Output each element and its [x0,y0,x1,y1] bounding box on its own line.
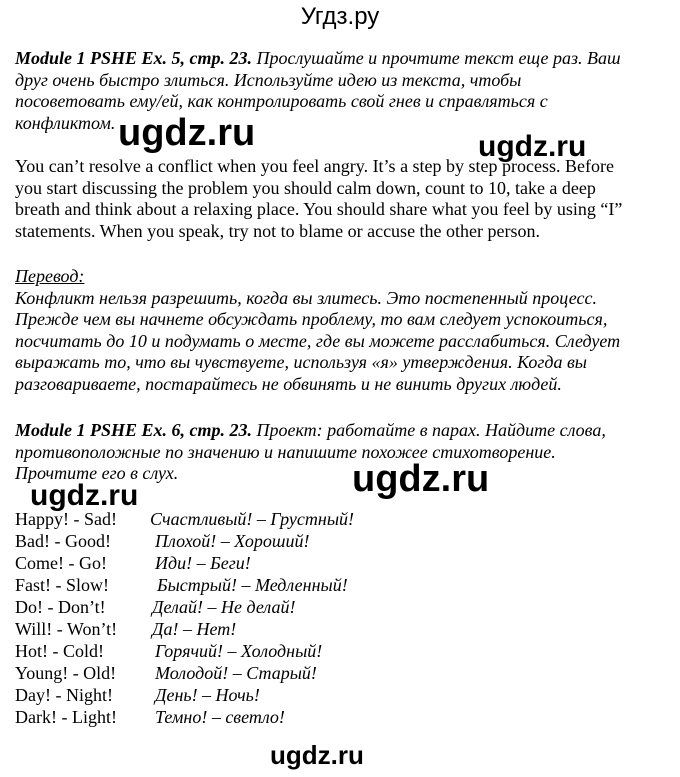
ex6-task-line: Проект: работайте в парах. Найдите слова, [252,420,606,440]
ex5-text-line: You can’t resolve a conflict when you feel angry. It’s a step by step process. Before [15,156,615,176]
pair-en: Do! - Don’t! [15,597,106,617]
pair-en: Hot! - Cold! [15,641,104,661]
ex5-task-line: конфликтом. [15,112,116,133]
pair-ru: Горячий! – Холодный! [155,641,323,661]
pair-en: Day! - Night! [15,685,113,705]
ex5-task-line: Прослушайте и прочтите текст еще раз. Ваш [252,48,621,68]
pair-ru: Быстрый! – Медленный! [157,575,348,595]
ex6-task [15,420,670,485]
pair-en: Bad! - Good! [15,531,111,551]
pair-en: Dark! - Light! [15,707,117,727]
watermark: ugdz.ru [352,458,490,500]
ex5-task-line: друг очень быстро злиться. Используйте идею из текста, чтобы [15,69,522,90]
translation-line: Конфликт нельзя разрешить, когда вы злитесь. Это постепенный процесс. [15,287,597,308]
pair-en: Fast! - Slow! [15,575,109,595]
ex5-text-line: you start discussing the problem you should calm down, count to 10, take a deep [15,177,596,198]
ex5-task [15,48,670,134]
ex5-text-line: breath and think about a relaxing place. You should share what you feel by using “I” [15,199,623,219]
pair-ru: Да! – Нет! [152,619,237,639]
watermark: ugdz.ru [478,130,587,163]
watermark: ugdz.ru [30,479,139,512]
pair-ru: День! – Ночь! [155,685,260,705]
pair-en: Come! - Go! [15,553,107,573]
pair-ru: Темно! – светло! [155,707,285,727]
pair-ru: Молодой! – Старый! [155,663,317,683]
translation [15,266,670,395]
ex5-heading: Module 1 PSHE Ex. 5, стр. 23. [15,48,253,68]
translation-line: Прежде чем вы начнете обсуждать проблему, то вам следует успокоиться, [15,309,608,329]
translation-label: Перевод: [15,266,85,286]
translation-line: выражать то, что вы чувствуете, используя «я» утверждения. Когда вы [15,352,588,372]
pair-en: Happy! - Sad! [15,509,117,529]
site-header: Угдз.ру [300,3,380,30]
pair-ru: Плохой! – Хороший! [155,531,310,551]
ex5-text [15,156,670,242]
watermark: ugdz.ru [270,740,364,770]
ex5-task-line: посоветовать ему/ей, как контролировать свой гнев и справляться с [15,91,548,111]
ex6-task-line: Прочтите его в слух. [15,463,179,483]
pair-en: Young! - Old! [15,663,117,683]
pair-ru: Иди! – Беги! [155,553,251,573]
ex5-text-line: statements. When you speak, try not to blame or accuse the other person. [15,220,541,241]
watermark: ugdz.ru [118,112,256,154]
ex6-heading: Module 1 PSHE Ex. 6, стр. 23. [15,420,253,440]
ex6-task-line: противоположные по значению и напишите похожее стихотворение. [15,441,556,462]
pair-ru: Счастливый! – Грустный! [150,509,355,529]
translation-line: посчитать до 10 и подумать о месте, где вы можете расслабиться. Следует [15,330,621,351]
pair-en: Will! - Won’t! [15,619,118,639]
pair-ru: Делай! – Не делай! [152,597,296,617]
translation-line: разговариваете, постарайтесь не обвинять и не винить других людей. [15,373,562,394]
